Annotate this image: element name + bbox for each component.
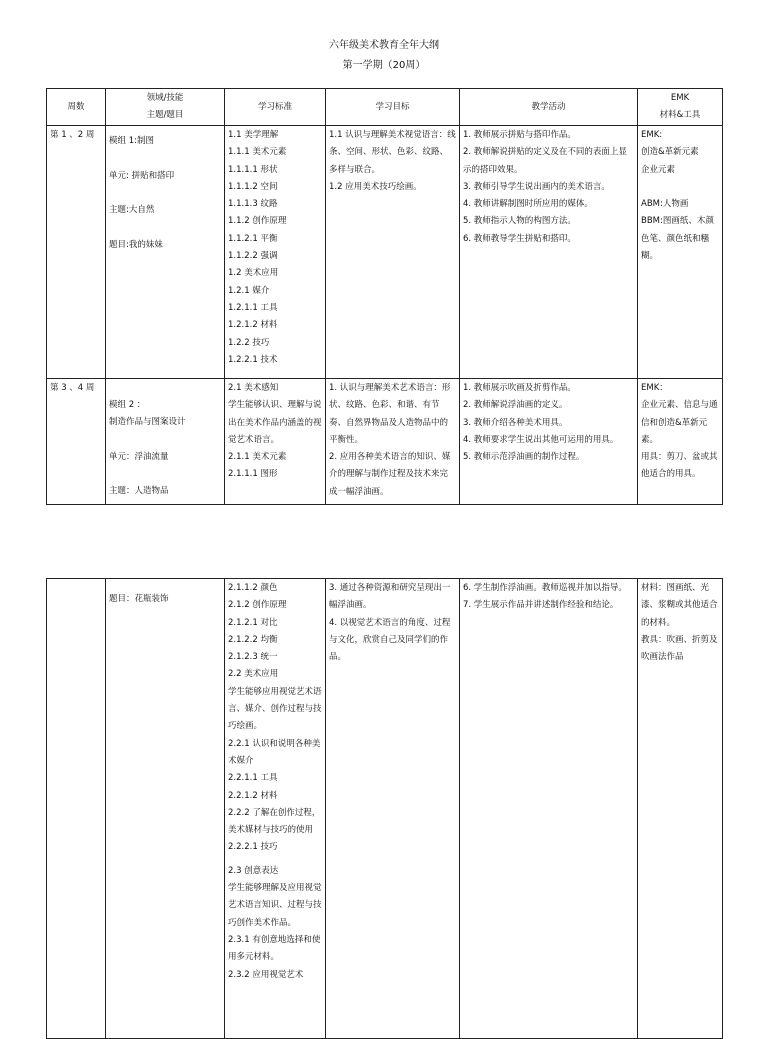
cell-activity: 1. 教师展示拼贴与搭印作品。 2. 教师解说拼贴的定义及在不同的表面上显示的搭印效果。 3. 教师引导学生说出画内的美术语言。 4. 教师讲解制图时所应用的媒体。 5. 教师指示人物的构图方法。 6. 教师教导学生拼贴和搭印。 [460, 126, 638, 379]
cell-domain: 题目：花瓶装饰 [106, 579, 225, 1039]
syllabus-table-page-2 [46, 578, 723, 1039]
cell-standard: 1.1 美学理解 1.1.1 美术元素 1.1.1.1 形状 1.1.1.2 空间 1.1.1.3 纹路 1.1.2 创作原理 1.1.2.1 平衡 1.1.2.2 强调 1.2 美术应用 1.2.1 媒介 1.2.1.1 工具 1.2.1.2 材料 1.2.2 技巧 1.2.2.1 技术 [225, 126, 326, 379]
cell-objective: 1.1 认识与理解美术视觉语言：线条、空间、形状、色彩、纹路、多样与联合。 1.2 应用美术技巧绘画。 [326, 126, 460, 379]
syllabus-table-page-1 [46, 88, 723, 505]
cell-standard: 2.1 美术感知 学生能够认识、理解与说出在美术作品内涵盖的视觉艺术语言。 2.1.1 美术元素 2.1.1.1 图形 [225, 379, 326, 505]
cell-domain: 模组 2 ： 制造作品与图案设计 单元：浮油流量 主题：人造物品 [106, 379, 225, 505]
cell-emk: 材料：图画纸、光漆、浆糊或其他适合的材料。 教具：吹画、折剪及吹画法作品 [638, 579, 723, 1039]
cell-objective: 1. 认识与理解美术艺术语言：形状、纹路、色彩、和谐、有节奏、自然界物品及人造物品中的平衡性。 2. 应用各种美术语言的知识、媒介的理解与制作过程及技术来完成一幅浮油画。 [326, 379, 460, 505]
header-standard: 学习标准 [225, 89, 326, 126]
header-emk: EMK 材料&工具 [638, 89, 723, 126]
cell-domain: 模组 1:制图 单元: 拼贴和搭印 主题:大自然 题目:我的妹妹 [106, 126, 225, 379]
header-activity: 教学活动 [460, 89, 638, 126]
table-row [47, 579, 723, 1039]
header-row [47, 89, 723, 126]
cell-week: 第 1 、2 周 [47, 126, 106, 379]
cell-objective: 3. 通过各种资源和研究呈现出一幅浮油画。 4. 以视觉艺术语言的角度、过程与文化，欣赏自己及同学们的作品。 [326, 579, 460, 1039]
header-week: 周数 [47, 89, 106, 126]
document-title: 六年级美术教育全年大纲 [329, 40, 439, 51]
cell-week: 第 3 、4 周 [47, 379, 106, 505]
table-row [47, 126, 723, 379]
document-subtitle: 第一学期（20周） [342, 60, 426, 71]
header-domain: 领域/技能 主题/题目 [106, 89, 225, 126]
table-row [47, 379, 723, 505]
cell-activity: 6. 学生制作浮油画。教师巡视并加以指导。 7. 学生展示作品并讲述制作经验和结论。 [460, 579, 638, 1039]
cell-week [47, 579, 106, 1039]
header-objective: 学习目标 [326, 89, 460, 126]
cell-standard: 2.1.1.2 颜色 2.1.2 创作原理 2.1.2.1 对比 2.1.2.2 均衡 2.1.2.3 统一 2.2 美术应用 学生能够应用视觉艺术语言、媒介、创作过程与技巧绘画。 2.2.1 认识和说明各种美术媒介 2.2.1.1 工具 2.2.1.2 材料 2.2.2 了解在创作过程，美术媒材与技巧的使用 2.2.2.1 技巧 2.3 创意表达 学生能够理解及应用视觉艺术语言知识、过程与技巧创作美术作品。 2.3.1 有创意地选择和使用多元材料。 2.3.2 应用视觉艺术 [225, 579, 326, 1039]
cell-emk: EMK： 企业元素、信息与通信和创造&革新元素。 用具：剪刀、盆或其他适合的用具。 [638, 379, 723, 505]
cell-emk: EMK: 创造&革新元素 企业元素 ABM:人物画 BBM:图画纸、木颜色笔、颜色纸和糨糊。 [638, 126, 723, 379]
cell-activity: 1. 教师展示吹画及折剪作品。 2. 教师解说浮油画的定义。 3. 教师介绍各种美术用具。 4. 教师要求学生说出其他可运用的用具。 5. 教师示范浮油画的制作过程。 [460, 379, 638, 505]
